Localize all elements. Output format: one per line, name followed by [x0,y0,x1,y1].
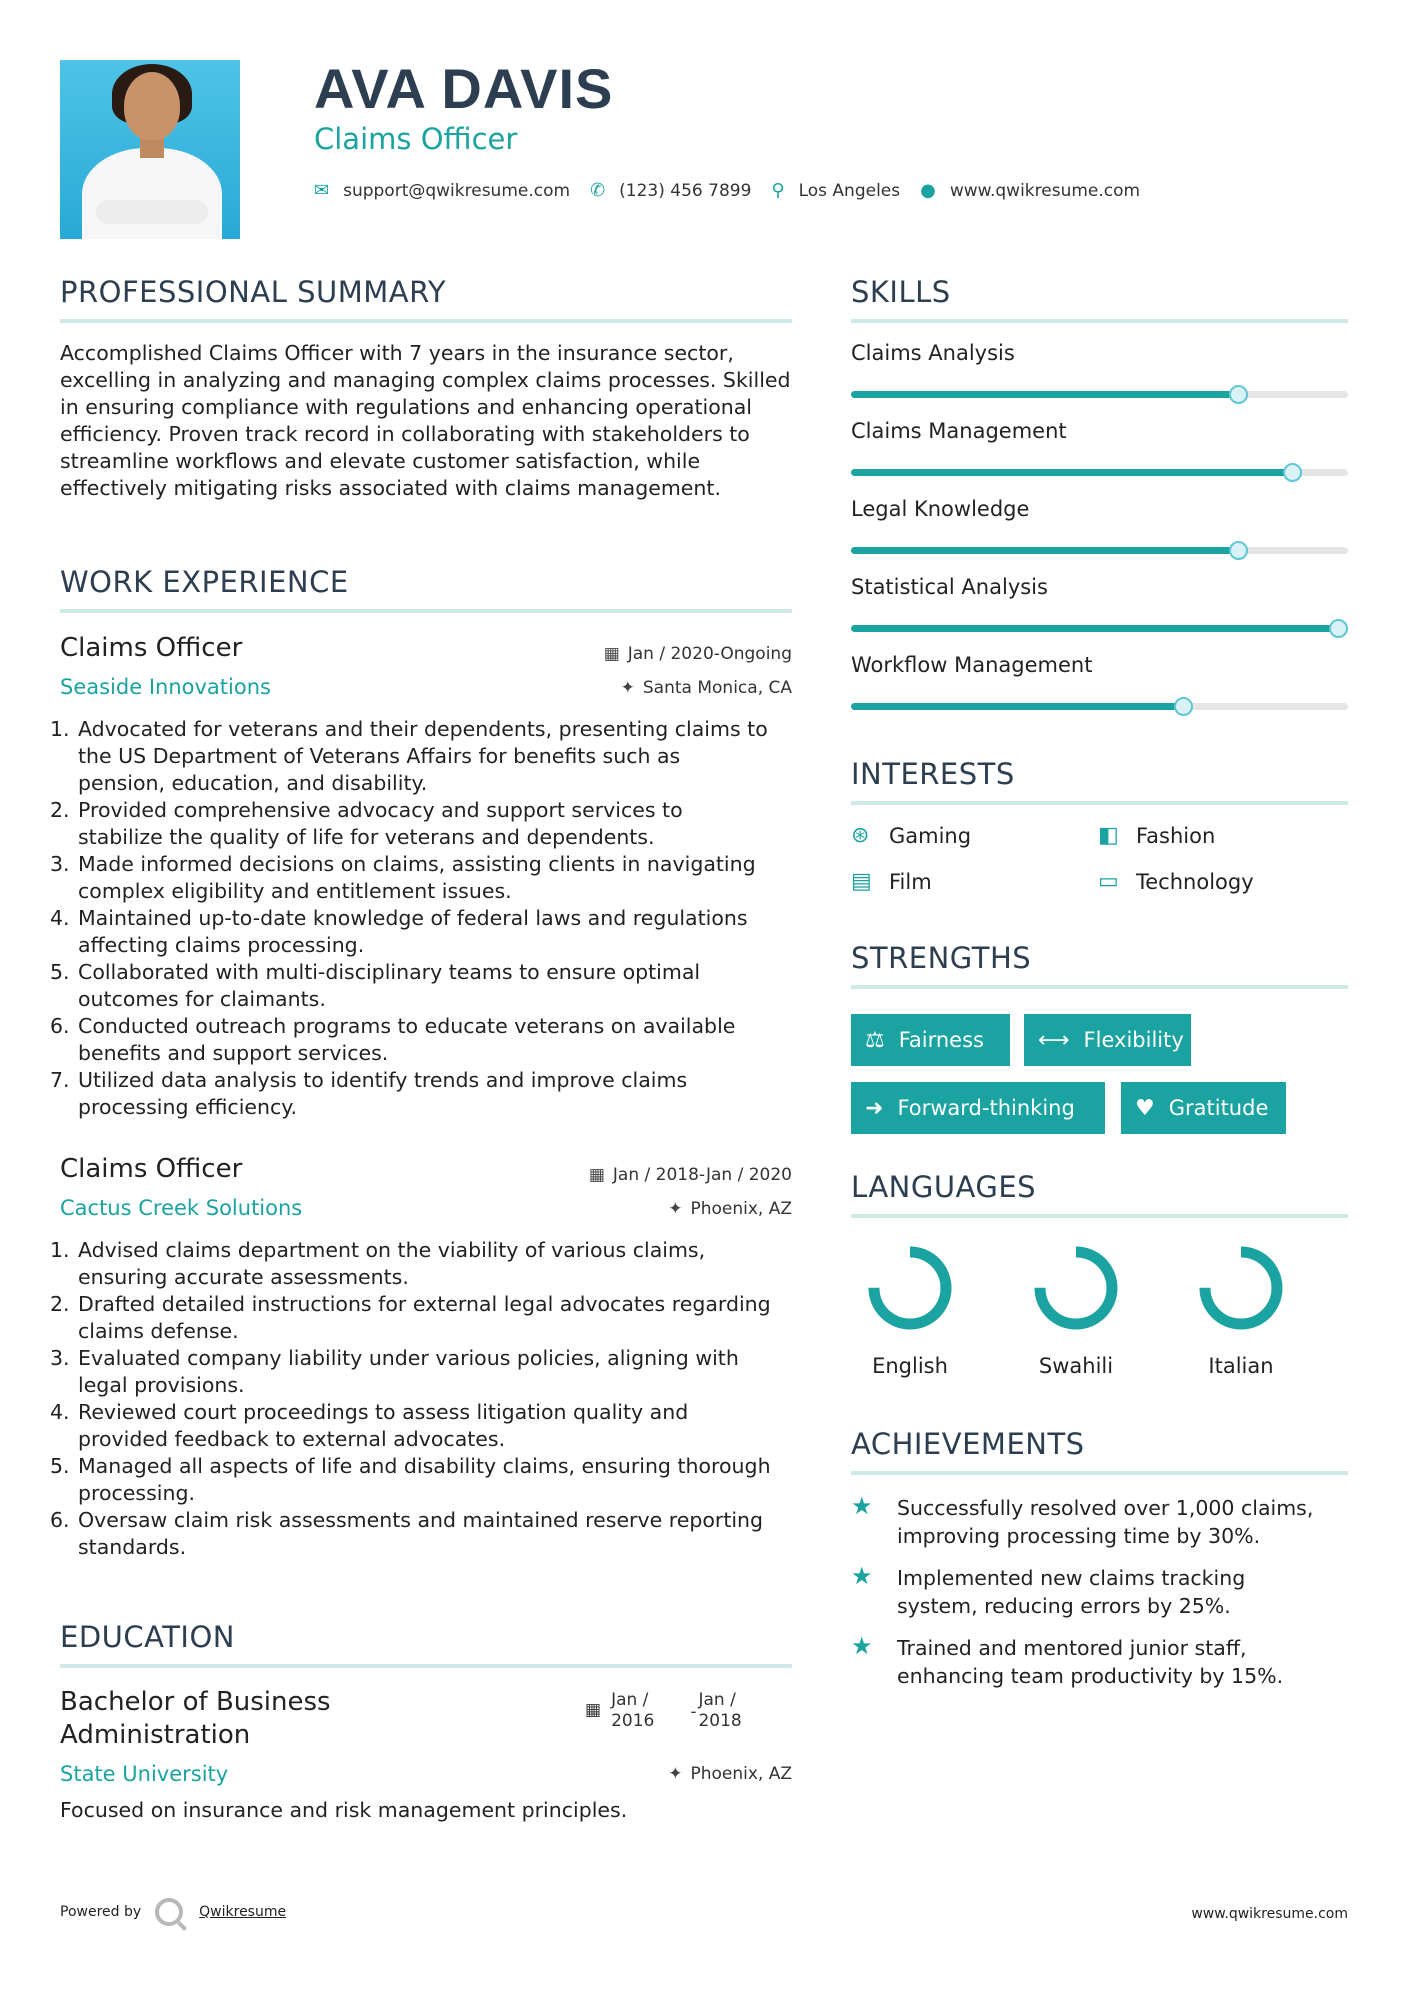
section-divider [60,609,792,613]
qwikresume-logo-icon [155,1898,183,1926]
list-item: 1. Advocated for veterans and their dependents, presenting claims to the US Department of Veterans Affairs for benefits such as pension, education, and disability. [50,717,768,795]
skill-bar-knob [1229,385,1248,404]
language-ring-arc [874,1252,946,1324]
list-item: 3. Evaluated company liability under various policies, aligning with legal provisions. [50,1346,739,1397]
strengths-section [851,941,1348,989]
skill-bar-fill [851,625,1348,632]
job-company: Seaside Innovations [60,675,271,699]
interest-technology [1098,869,1254,894]
calendar-icon: ▦ [585,1700,602,1720]
interests-heading: INTERESTS [851,757,1015,791]
list-item: 4. Reviewed court proceedings to assess litigation quality and provided feedback to external advocates. [50,1400,689,1451]
education-description: Focused on insurance and risk management principles. [60,1798,628,1822]
contact-email[interactable] [314,180,570,201]
list-item: 6. Conducted outreach programs to educate veterans on available benefits and support services. [50,1014,736,1065]
skill-bar [851,391,1348,398]
language-label: Swahili [1038,1354,1114,1378]
language-ring-arc [1205,1252,1277,1324]
skill-bar [851,625,1348,632]
section-divider [60,319,792,323]
skill-bar-fill [851,547,1239,554]
film-icon: ▤ [851,869,872,894]
strength-label: Fairness [898,1028,984,1052]
skill-bar-knob [1283,463,1302,482]
strength-tag-fairness [851,1014,1010,1066]
strengths-heading: STRENGTHS [851,941,1032,975]
skill-bar-knob [1229,541,1248,560]
education-section [60,1620,792,1668]
strength-label: Gratitude [1168,1096,1269,1120]
heart-icon: ♥ [1135,1095,1155,1121]
arrow-right-icon: ➜ [865,1095,884,1121]
laptop-icon: ▭ [1098,869,1119,894]
skill-label: Workflow Management [851,653,1093,677]
language-ring [1028,1240,1124,1336]
skill-bar-knob [1329,619,1348,638]
job-date-text: Jan / 2018-Jan / 2020 [612,1165,792,1185]
footer-url[interactable]: www.qwikresume.com [1191,1906,1348,1922]
language-label: English [872,1354,948,1378]
job-company: Cactus Creek Solutions [60,1196,303,1220]
education-date [585,1690,742,1732]
profile-photo [60,60,240,239]
language-ring [1193,1240,1289,1336]
job-location-text: Santa Monica, CA [642,678,792,698]
balance-scale-icon: ⚖ [865,1027,885,1053]
interest-label: Film [889,869,932,894]
skills-section [851,275,1348,323]
education-location-text: Phoenix, AZ [690,1764,792,1784]
list-item: 5. Collaborated with multi-disciplinary teams to ensure optimal outcomes for claimants. [50,960,701,1011]
education-heading: EDUCATION [60,1620,236,1654]
section-divider [851,801,1348,805]
interest-label: Technology [1136,869,1254,894]
skill-bar [851,547,1348,554]
pin-icon: ✦ [668,1764,683,1784]
interests-section [851,757,1348,805]
envelope-icon: ✉ [314,180,330,201]
candidate-name: AVA DAVIS [314,57,614,120]
language-ring [862,1240,958,1336]
degree-line-1: Bachelor of Business [60,1687,331,1717]
school-name: State University [60,1762,229,1786]
calendar-icon: ▦ [588,1165,605,1185]
job-location [621,678,792,698]
degree-title [60,1686,331,1752]
map-marker-icon: ⚲ [771,180,785,201]
footer-brand-link[interactable]: Qwikresume [199,1904,287,1920]
achievement-line-2: improving processing time by 30%. [897,1524,1261,1548]
skills-heading: SKILLS [851,275,951,309]
contact-email-text: support@qwikresume.com [343,180,571,201]
list-item: 6. Oversaw claim risk assessments and maintained reserve reporting standards. [50,1508,764,1559]
languages-section [851,1170,1348,1218]
languages-heading: LANGUAGES [851,1170,1037,1204]
language-item [1181,1240,1301,1378]
strength-tag-forward-thinking [851,1082,1105,1134]
section-divider [851,1471,1348,1475]
strength-label: Flexibility [1083,1028,1184,1052]
skill-bar [851,703,1348,710]
globe-icon: ● [920,180,936,201]
achievement-line-1: Implemented new claims tracking [897,1566,1246,1590]
experience-section [60,565,792,613]
phone-icon: ✆ [590,180,606,201]
arrows-h-icon: ⟷ [1038,1027,1070,1053]
job-date [589,1165,792,1185]
list-item: 3. Made informed decisions on claims, assisting clients in navigating complex eligibility and entitlement issues. [50,852,756,903]
achievement-line-1: Trained and mentored junior staff, [897,1636,1247,1660]
skill-bar-knob [1174,697,1193,716]
strength-tag-gratitude [1121,1082,1286,1134]
contact-website[interactable] [920,180,1140,201]
skill-bar-fill [851,391,1239,398]
education-date-end: Jan / 2018 [698,1690,742,1731]
skill-bar-fill [851,469,1293,476]
experience-heading: WORK EXPERIENCE [60,565,349,599]
interest-gaming [851,823,971,848]
job-bullets [50,716,772,1121]
section-divider [60,1664,792,1668]
list-item: 7. Utilized data analysis to identify trends and improve claims processing efficiency. [50,1068,688,1119]
skill-label: Claims Management [851,419,1067,443]
job-bullets [50,1237,772,1561]
achievement-line-2: system, reducing errors by 25%. [897,1594,1231,1618]
contact-phone[interactable] [590,180,751,201]
shopping-bag-icon: ◧ [1098,823,1119,848]
job-date-text: Jan / 2020-Ongoing [627,644,792,664]
footer-powered-by [60,1898,286,1926]
list-item: 5. Managed all aspects of life and disability claims, ensuring thorough processing. [50,1454,771,1505]
pin-icon: ✦ [668,1199,683,1219]
language-item [850,1240,970,1378]
achievement-line-1: Successfully resolved over 1,000 claims, [897,1496,1314,1520]
section-divider [851,319,1348,323]
skill-bar [851,469,1348,476]
job-location-text: Phoenix, AZ [690,1199,792,1219]
education-date-start: Jan / 2016 [611,1690,655,1731]
interest-film [851,869,932,894]
star-badge-icon: ★ [851,1632,873,1660]
skill-label: Statistical Analysis [851,575,1048,599]
summary-text: Accomplished Claims Officer with 7 years in the insurance sector, excelling in analyzing and managing complex claims processes. Skilled in ensuring compliance with regulations and enhancing operational efficiency. Proven track record in collaborating with stakeholders to streamline workflows and elevate customer satisfaction, while effectively mitigating risks associated with claims management. [60,341,791,500]
job-title: Claims Officer [60,633,243,663]
contact-location-text: Los Angeles [798,180,901,201]
interest-fashion [1098,823,1215,848]
contact-website-text: www.qwikresume.com [949,180,1141,201]
list-item: 2. Provided comprehensive advocacy and support services to stabilize the quality of life for veterans and dependents. [50,798,683,849]
star-badge-icon: ★ [851,1562,873,1590]
calendar-icon: ▦ [603,644,620,664]
summary-section [60,275,792,323]
summary-heading: PROFESSIONAL SUMMARY [60,275,447,309]
interest-label: Fashion [1136,823,1216,848]
contact-bar [314,180,1160,201]
contact-location [771,180,900,201]
powered-by-text: Powered by [60,1904,142,1920]
job-location [668,1199,792,1219]
list-item: 4. Maintained up-to-date knowledge of federal laws and regulations affecting claims processing. [50,906,748,957]
achievement-item [851,1494,1351,1550]
education-date-separator: - [690,1702,697,1722]
degree-line-2: Administration [60,1720,251,1750]
language-label: Italian [1208,1354,1274,1378]
achievement-line-2: enhancing team productivity by 15%. [897,1664,1284,1688]
language-ring-arc [1040,1252,1112,1324]
skill-label: Legal Knowledge [851,497,1030,521]
achievement-item [851,1564,1351,1620]
skill-bar-fill [851,703,1184,710]
star-badge-icon: ★ [851,1492,873,1520]
gamepad-icon: ⊛ [851,823,870,848]
list-item: 1. Advised claims department on the viability of various claims, ensuring accurate assessments. [50,1238,706,1289]
skill-label: Claims Analysis [851,341,1015,365]
pin-icon: ✦ [620,678,635,698]
language-item [1016,1240,1136,1378]
achievement-item [851,1634,1351,1690]
education-location [668,1764,792,1784]
achievements-heading: ACHIEVEMENTS [851,1427,1085,1461]
contact-phone-text: (123) 456 7899 [619,180,752,201]
job-date [604,644,792,664]
interest-label: Gaming [889,823,972,848]
list-item: 2. Drafted detailed instructions for external legal advocates regarding claims defense. [50,1292,771,1343]
job-title: Claims Officer [60,1154,243,1184]
section-divider [851,985,1348,989]
strength-label: Forward-thinking [897,1096,1075,1120]
candidate-role: Claims Officer [314,122,518,156]
achievements-section [851,1427,1348,1475]
section-divider [851,1214,1348,1218]
strength-tag-flexibility [1024,1014,1191,1066]
